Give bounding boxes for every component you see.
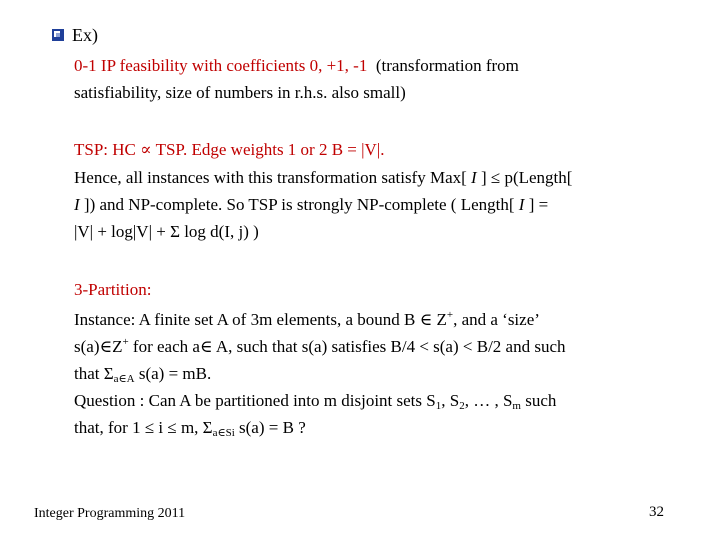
tsp-line-4: |V| + log|V| + Σ log d(I, j) ) [74, 222, 259, 241]
instance-line-2-sup: + [122, 336, 129, 348]
instance-line-1 [74, 306, 674, 333]
question-sub-2: 2 [459, 400, 465, 412]
question-line-2-b: s(a) = B ? [234, 418, 306, 437]
ex-line-1-a: 0-1 IP feasibility with coefficients 0, +1, -1 [74, 56, 368, 75]
tsp-line-1: TSP: HC ∝ TSP. Edge weights 1 or 2 B = |V|. [74, 140, 385, 159]
instance-line-1-sup: + [446, 309, 454, 321]
heading-row [52, 24, 98, 46]
partition-title: 3-Partition: [74, 280, 152, 299]
tsp-line-2-a: Hence, all instances with this transformation satisfy Max[ [74, 168, 467, 187]
tsp-line-3-italic: I [74, 195, 80, 214]
instance-line-3-b: s(a) = mB. [134, 364, 212, 383]
question-line-1-c: , … , S [464, 391, 513, 410]
question-line-1-a: Question : Can A be partitioned into m disjoint sets S [74, 391, 436, 410]
tsp-line-3-a: ]) and NP-complete. So TSP is strongly NP-complete ( Length[ [83, 195, 515, 214]
tsp-line-3 [74, 191, 674, 218]
question-sub-m: m [512, 400, 521, 412]
tsp-line-2-italic: I [471, 168, 477, 187]
ex-line-2: satisfiability, size of numbers in r.h.s. also small) [74, 83, 406, 102]
instance-line-3 [74, 360, 674, 387]
partition-instance [74, 306, 674, 387]
tsp-line-3-b: ] = [528, 195, 549, 214]
ex-paragraph [74, 52, 674, 106]
instance-line-1-a: Instance: A finite set A of 3m elements, a bound B ∈ Z [74, 310, 447, 329]
question-line-2 [74, 414, 674, 441]
instance-line-3-a: that Σ [74, 364, 114, 383]
instance-line-2-a: s(a)∈Z [74, 337, 123, 356]
tsp-line-2 [74, 164, 674, 191]
question-line-1 [74, 387, 674, 414]
question-line-2-sub: a∈Si [212, 427, 235, 439]
heading: Ex) [72, 24, 98, 45]
question-sub-1: 1 [435, 400, 442, 412]
instance-line-1-b: , and a ‘size’ [453, 310, 540, 329]
tsp-line-3-italic-2: I [518, 195, 525, 214]
tsp-line-2-b: ] ≤ p(Length[ [480, 168, 573, 187]
question-line-2-a: that, for 1 ≤ i ≤ m, Σ [74, 418, 213, 437]
instance-line-2 [74, 333, 674, 360]
question-line-1-d: such [520, 391, 557, 410]
instance-line-2-b: for each a∈ A, such that s(a) satisfies B/4 < s(a) < B/2 and such [128, 337, 566, 356]
page-number: 32 [649, 504, 664, 520]
instance-line-3-sub: a∈A [113, 373, 135, 385]
checkbox-bullet-icon [52, 29, 64, 41]
question-line-1-b: , S [441, 391, 460, 410]
partition-question [74, 387, 674, 441]
ex-line-1 [74, 52, 674, 79]
ex-line-1-b: (transformation from [375, 56, 519, 75]
footer-course-title: Integer Programming 2011 [34, 506, 186, 521]
tsp-paragraph [74, 164, 674, 245]
